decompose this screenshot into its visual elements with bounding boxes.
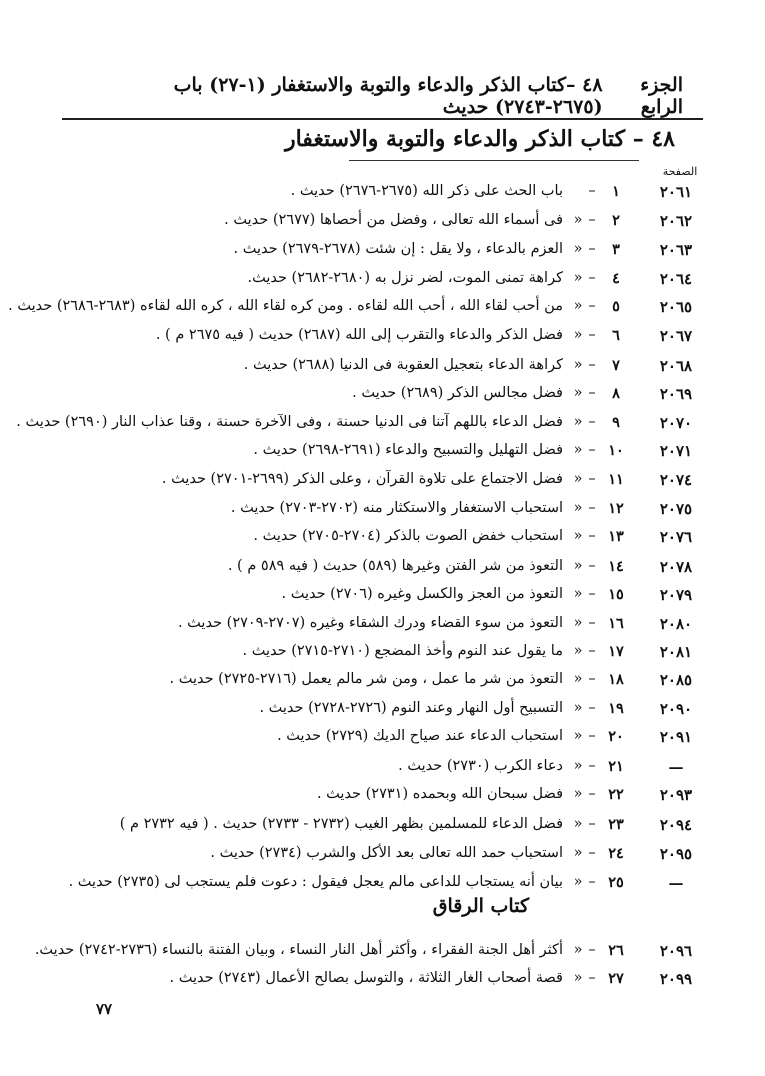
entry-ditto-mark: « bbox=[573, 414, 583, 430]
entry-page-number: ٢٠٦٩ bbox=[659, 385, 693, 403]
entry-text: أكثر أهل الجنة الفقراء ، وأكثر أهل النار النساء ، وبيان الفتنة بالنساء (٢٧٣٦-٢٧٤٢) حديث. bbox=[34, 942, 563, 958]
entry-text: التسبيح أول النهار وعند النوم (٢٧٢٦-٢٧٢٨) حديث . bbox=[259, 700, 563, 716]
entry-page-number: ٢٠٩٦ bbox=[659, 942, 693, 960]
entry-ditto-mark: « bbox=[573, 385, 583, 401]
entry-number: ٩ bbox=[612, 414, 620, 431]
entry-text: العزم بالدعاء ، ولا يقل : إن شئت (٢٦٧٨-٢٦٧٩) حديث . bbox=[233, 241, 563, 257]
entry-dash: – bbox=[588, 786, 596, 802]
entry-text: التعوذ من سوء القضاء ودرك الشقاء وغيره (٢٧٠٧-٢٧٠٩) حديث . bbox=[177, 615, 563, 631]
entry-text: كراهة تمنى الموت، لضر نزل به (٢٦٨٠-٢٦٨٢) حديث. bbox=[247, 270, 563, 286]
entry-page-number: ٢٠٩٥ bbox=[659, 845, 693, 863]
entry-number: ٨ bbox=[612, 385, 620, 402]
entry-dash: – bbox=[588, 728, 596, 744]
entry-text: فضل التهليل والتسبيح والدعاء (٢٦٩١-٢٦٩٨) حديث . bbox=[253, 442, 563, 458]
entry-dash: – bbox=[588, 528, 596, 544]
entry-dash: – bbox=[588, 183, 596, 199]
entry-ditto-mark: « bbox=[573, 970, 583, 986]
entry-number: ٢٤ bbox=[608, 845, 624, 862]
entry-number: ٢٣ bbox=[608, 816, 624, 833]
entry-page-number: — bbox=[668, 758, 684, 776]
toc-entry bbox=[60, 874, 703, 904]
entry-page-number: ٢٠٩١ bbox=[659, 728, 693, 746]
entry-text: استحباب خفض الصوت بالذكر (٢٧٠٤-٢٧٠٥) حديث . bbox=[253, 528, 563, 544]
entry-number: ٧ bbox=[612, 357, 620, 374]
entry-number: ١٠ bbox=[608, 442, 624, 459]
entry-ditto-mark: « bbox=[573, 471, 583, 487]
entry-dash: – bbox=[588, 558, 596, 574]
entry-page-number: ٢٠٩٣ bbox=[659, 786, 693, 804]
entry-dash: – bbox=[588, 298, 596, 314]
entry-page-number: ٢٠٧٦ bbox=[659, 528, 693, 546]
entry-dash: – bbox=[588, 816, 596, 832]
entry-dash: – bbox=[588, 942, 596, 958]
entry-text: استحباب الدعاء عند صياح الديك (٢٧٢٩) حديث . bbox=[277, 728, 563, 744]
entry-ditto-mark: « bbox=[573, 357, 583, 373]
entry-dash: – bbox=[588, 758, 596, 774]
toc-entry bbox=[60, 183, 703, 213]
toc-entry bbox=[60, 970, 703, 1000]
entry-number: ٢١ bbox=[608, 758, 624, 775]
entry-text: التعوذ من العجز والكسل وغيره (٢٧٠٦) حديث . bbox=[281, 586, 563, 602]
entry-ditto-mark: « bbox=[573, 671, 583, 687]
entry-text: فضل سبحان الله وبحمده (٢٧٣١) حديث . bbox=[316, 786, 563, 802]
entry-ditto-mark: « bbox=[573, 942, 583, 958]
folio-number: ٧٧ bbox=[96, 1000, 113, 1018]
toc-entry bbox=[60, 615, 703, 645]
entry-dash: – bbox=[588, 212, 596, 228]
entry-text: استحباب حمد الله تعالى بعد الأكل والشرب (٢٧٣٤) حديث . bbox=[210, 845, 563, 861]
entry-ditto-mark: « bbox=[573, 298, 583, 314]
page-column-label: الصفحة bbox=[662, 165, 698, 178]
entry-text: فى أسماء الله تعالى ، وفضل من أحصاها (٢٦٧٧) حديث . bbox=[224, 212, 563, 228]
entry-ditto-mark: « bbox=[573, 700, 583, 716]
entry-ditto-mark: « bbox=[573, 528, 583, 544]
entry-text: فضل مجالس الذكر (٢٦٨٩) حديث . bbox=[352, 385, 563, 401]
entry-dash: – bbox=[588, 270, 596, 286]
entry-text: استحباب الاستغفار والاستكثار منه (٢٧٠٢-٢٧٠٣) حديث . bbox=[230, 500, 563, 516]
toc-entry bbox=[60, 357, 703, 387]
entry-dash: – bbox=[588, 671, 596, 687]
entry-number: ١٣ bbox=[608, 528, 624, 545]
toc-entry bbox=[8, 298, 703, 328]
entry-dash: – bbox=[588, 357, 596, 373]
entry-page-number: ٢٠٦٣ bbox=[659, 241, 693, 259]
entry-dash: – bbox=[588, 643, 596, 659]
entry-ditto-mark: « bbox=[573, 728, 583, 744]
toc-entry bbox=[16, 414, 703, 444]
entry-ditto-mark: « bbox=[573, 212, 583, 228]
toc-entry bbox=[60, 442, 703, 472]
entry-number: ٢٥ bbox=[608, 874, 624, 891]
entry-number: ٢٧ bbox=[608, 970, 624, 987]
entry-ditto-mark: « bbox=[573, 558, 583, 574]
toc-entry bbox=[60, 327, 703, 357]
toc-entry bbox=[60, 728, 703, 758]
toc-entry bbox=[60, 586, 703, 616]
running-head-title: ٤٨ –كتاب الذكر والدعاء والتوبة والاستغفار (١-٢٧) باب (٢٦٧٥-٢٧٤٣) حديث bbox=[173, 74, 603, 118]
toc-entry bbox=[60, 500, 703, 530]
entry-text: من أحب لقاء الله ، أحب الله لقاءه . ومن كره لقاء الله ، كره الله لقاءه (٢٦٨٣-٢٦٨٦) حديث . bbox=[8, 298, 563, 314]
entry-page-number: — bbox=[668, 874, 684, 892]
toc-entry bbox=[60, 786, 703, 816]
entry-ditto-mark: « bbox=[573, 643, 583, 659]
entry-dash: – bbox=[588, 615, 596, 631]
entry-page-number: ٢٠٧٥ bbox=[659, 500, 693, 518]
toc-entry bbox=[60, 816, 703, 846]
toc-entry bbox=[60, 558, 703, 588]
entry-ditto-mark: « bbox=[573, 500, 583, 516]
entry-number: ١٦ bbox=[608, 615, 624, 632]
entry-page-number: ٢٠٦٢ bbox=[659, 212, 693, 230]
entry-dash: – bbox=[588, 874, 596, 890]
entry-page-number: ٢٠٧٤ bbox=[659, 471, 693, 489]
entry-number: ١٩ bbox=[608, 700, 624, 717]
toc-entry bbox=[60, 845, 703, 875]
entry-text: ما يقول عند النوم وأخذ المضجع (٢٧١٠-٢٧١٥) حديث . bbox=[242, 643, 563, 659]
entry-number: ٢٠ bbox=[608, 728, 624, 745]
toc-entry bbox=[60, 212, 703, 242]
entry-number: ٢٦ bbox=[608, 942, 624, 959]
toc-entry bbox=[60, 471, 703, 501]
entry-ditto-mark: « bbox=[573, 816, 583, 832]
entry-dash: – bbox=[588, 241, 596, 257]
entry-page-number: ٢٠٧٠ bbox=[659, 414, 693, 432]
entry-ditto-mark: « bbox=[573, 270, 583, 286]
entry-number: ٥ bbox=[612, 298, 620, 315]
entry-number: ١٤ bbox=[608, 558, 624, 575]
entry-page-number: ٢٠٨٥ bbox=[659, 671, 693, 689]
toc-entry bbox=[60, 241, 703, 271]
toc-entry bbox=[60, 671, 703, 701]
entry-ditto-mark: « bbox=[573, 442, 583, 458]
entry-page-number: ٢٠٩٩ bbox=[659, 970, 693, 988]
entry-text: فضل الذكر والدعاء والتقرب إلى الله (٢٦٨٧) حديث ( فيه ٢٦٧٥ م ) . bbox=[155, 327, 563, 343]
entry-text: فضل الدعاء للمسلمين بظهر الغيب (٢٧٣٢ - ٢٧٣٣) حديث . ( فيه ٢٧٣٢ م ) bbox=[119, 816, 563, 832]
entry-number: ٦ bbox=[612, 327, 620, 344]
entry-page-number: ٢٠٦٤ bbox=[659, 270, 693, 288]
entry-number: ١ bbox=[612, 183, 620, 200]
toc-entry bbox=[34, 942, 703, 972]
book-title: ٤٨ – كتاب الذكر والدعاء والتوبة والاستغفار bbox=[284, 126, 675, 152]
entry-text: قصة أصحاب الغار الثلاثة ، والتوسل بصالح الأعمال (٢٧٤٣) حديث . bbox=[169, 970, 563, 986]
entry-page-number: ٢٠٨١ bbox=[659, 643, 693, 661]
entry-dash: – bbox=[588, 442, 596, 458]
entry-ditto-mark: « bbox=[573, 327, 583, 343]
entry-dash: – bbox=[588, 500, 596, 516]
entry-page-number: ٢٠٦٨ bbox=[659, 357, 693, 375]
entry-dash: – bbox=[588, 385, 596, 401]
entry-page-number: ٢٠٧١ bbox=[659, 442, 693, 460]
entry-dash: – bbox=[588, 970, 596, 986]
toc-entry bbox=[60, 528, 703, 558]
entry-dash: – bbox=[588, 327, 596, 343]
entry-text: فضل الاجتماع على تلاوة القرآن ، وعلى الذكر (٢٦٩٩-٢٧٠١) حديث . bbox=[161, 471, 563, 487]
entry-dash: – bbox=[588, 414, 596, 430]
entry-text: التعوذ من شر ما عمل ، ومن شر مالم يعمل (٢٧١٦-٢٧٢٥) حديث . bbox=[169, 671, 563, 687]
entry-text: دعاء الكرب (٢٧٣٠) حديث . bbox=[398, 758, 563, 774]
toc-entry bbox=[60, 758, 703, 788]
entry-text: فضل الدعاء باللهم آتنا فى الدنيا حسنة ، وفى الآخرة حسنة ، وقنا عذاب النار (٢٦٩٠) حديث . bbox=[16, 414, 563, 430]
toc-entry bbox=[60, 643, 703, 673]
entry-page-number: ٢٠٩٠ bbox=[659, 700, 693, 718]
entry-ditto-mark: « bbox=[573, 758, 583, 774]
toc-entry bbox=[60, 700, 703, 730]
entry-number: ١٧ bbox=[608, 643, 624, 660]
entry-number: ١٨ bbox=[608, 671, 624, 688]
entry-page-number: ٢٠٩٤ bbox=[659, 816, 693, 834]
entry-number: ١٢ bbox=[608, 500, 624, 517]
entry-ditto-mark: « bbox=[573, 241, 583, 257]
toc-entry bbox=[60, 270, 703, 300]
entry-number: ١١ bbox=[608, 471, 624, 488]
entry-page-number: ٢٠٧٩ bbox=[659, 586, 693, 604]
entry-page-number: ٢٠٦١ bbox=[659, 183, 693, 201]
subheading: كتاب الرقاق bbox=[432, 895, 529, 917]
entry-dash: – bbox=[588, 471, 596, 487]
entry-page-number: ٢٠٦٥ bbox=[659, 298, 693, 316]
entry-text: التعوذ من شر الفتن وغيرها (٥٨٩) حديث ( فيه ٥٨٩ م ) . bbox=[227, 558, 563, 574]
entry-dash: – bbox=[588, 700, 596, 716]
running-head-volume: الجزء الرابع bbox=[640, 74, 683, 118]
toc-entry bbox=[60, 385, 703, 415]
entry-text: بيان أنه يستجاب للداعى مالم يعجل فيقول : دعوت فلم يستجب لى (٢٧٣٥) حديث . bbox=[68, 874, 563, 890]
entry-number: ١٥ bbox=[608, 586, 624, 603]
entry-number: ٢٢ bbox=[608, 786, 624, 803]
entry-text: باب الحث على ذكر الله (٢٦٧٥-٢٦٧٦) حديث . bbox=[290, 183, 563, 199]
entry-text: كراهة الدعاء بتعجيل العقوبة فى الدنيا (٢٦٨٨) حديث . bbox=[243, 357, 563, 373]
entry-ditto-mark: « bbox=[573, 845, 583, 861]
entry-dash: – bbox=[588, 586, 596, 602]
entry-number: ٢ bbox=[612, 212, 620, 229]
entry-page-number: ٢٠٨٠ bbox=[659, 615, 693, 633]
entry-ditto-mark: « bbox=[573, 786, 583, 802]
entry-page-number: ٢٠٧٨ bbox=[659, 558, 693, 576]
entry-ditto-mark: « bbox=[573, 874, 583, 890]
entry-number: ٤ bbox=[612, 270, 620, 287]
entry-ditto-mark: « bbox=[573, 615, 583, 631]
entry-ditto-mark: « bbox=[573, 586, 583, 602]
entry-dash: – bbox=[588, 845, 596, 861]
entry-number: ٣ bbox=[612, 241, 620, 258]
entry-page-number: ٢٠٦٧ bbox=[659, 327, 693, 345]
